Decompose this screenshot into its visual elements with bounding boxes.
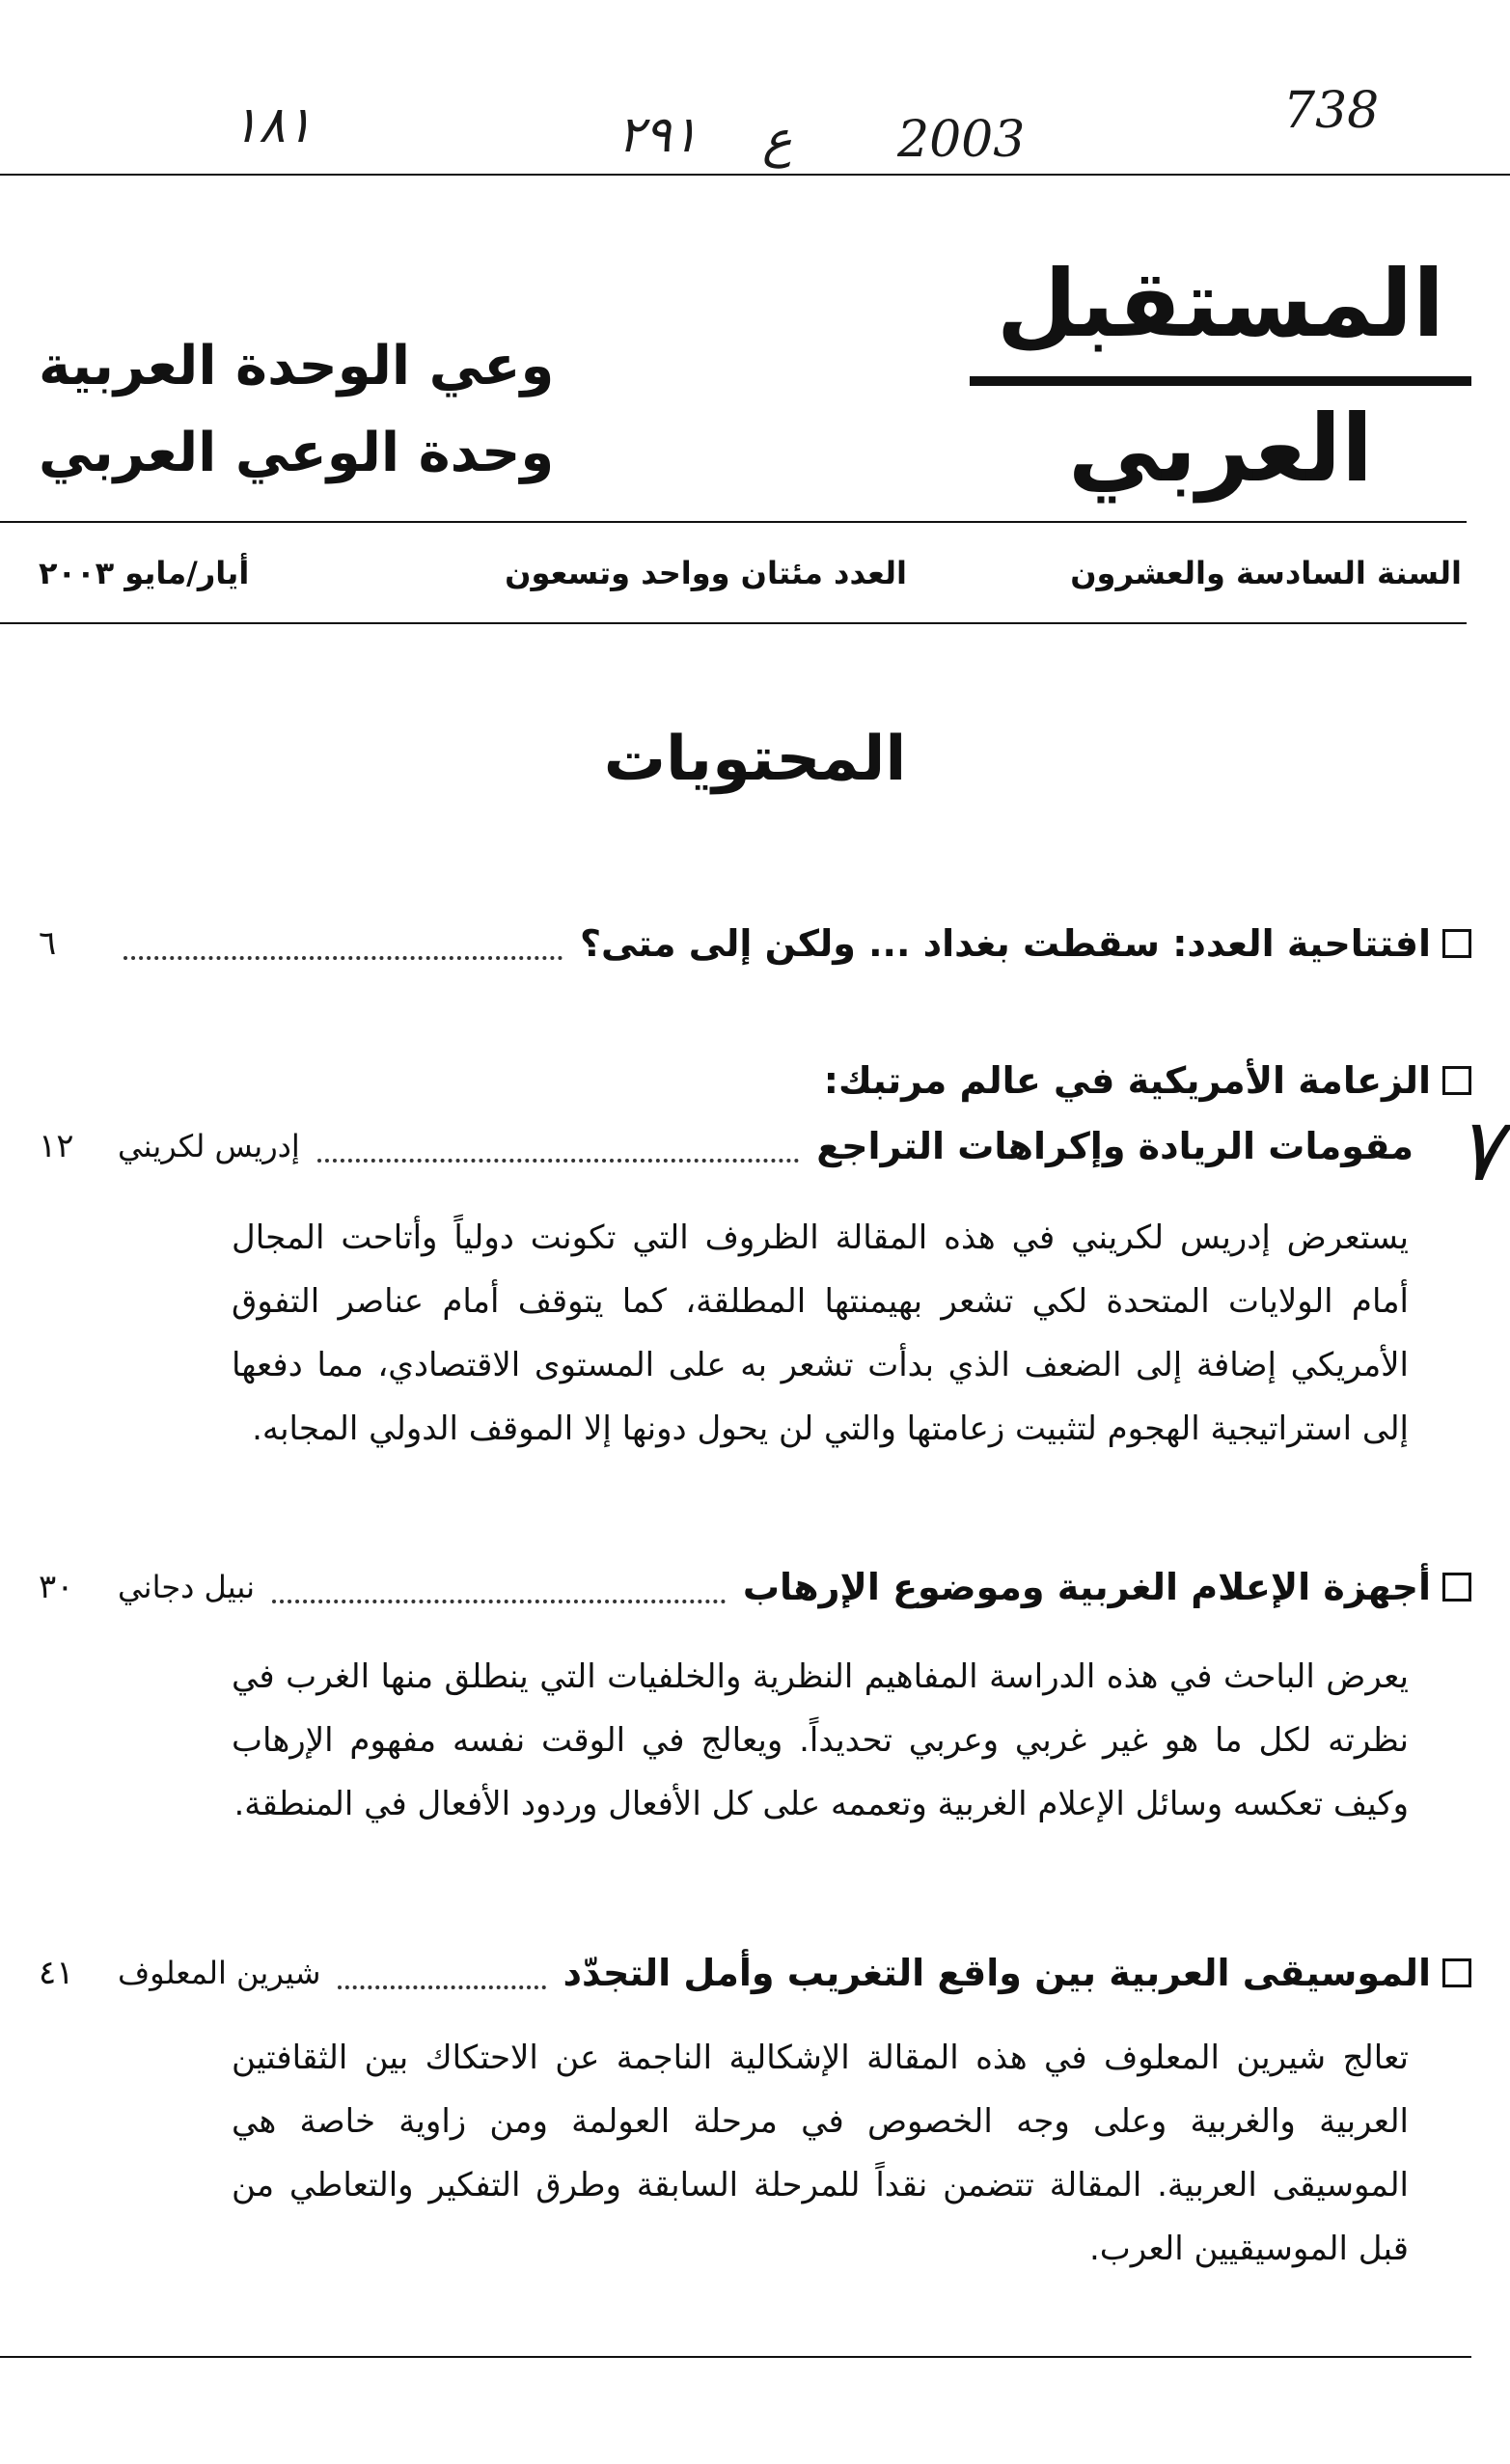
issue-date: أيار/مايو ٢٠٠٣ (39, 555, 250, 591)
entry-author: نبيل دجاني (118, 1569, 255, 1605)
contents-entry-article[interactable] (39, 1117, 1414, 1175)
entry-summary: يعرض الباحث في هذه الدراسة المفاهيم النظرية والخلفيات التي ينطلق منها الغرب في نظرته لكل ما هو غير غربي وعربي تحديداً. ويعالج في الوقت نفسه مفهوم الإرهاب وكيف تعكسه وسائل الإعلام الغربية وتعممه على كل الأفعال وردود الأفعال في المنطقة. (232, 1657, 1409, 1823)
entry-summary: يستعرض إدريس لكريني في هذه المقالة الظروف التي تكونت دولياً وأتاحت المجال أمام الولايات المتحدة لكي تشعر بهيمنتها المطلقة، كما يتوقف أمام عناصر التفوق الأمريكي إضافة إلى الضعف الذي بدأت تشعر به على المستوى الاقتصادي، مما دفعها إلى استراتيجية الهجوم لتثبيت زعامتها والتي لن يحول دونها إلا الموقف الدولي المجابه. (232, 1218, 1409, 1448)
handwritten-letter-mid: ع (762, 111, 793, 169)
contents-entry-article[interactable] (39, 1558, 1471, 1616)
entry-title: الزعامة الأمريكية في عالم مرتبك: (823, 1059, 1431, 1102)
checkbox-icon (1442, 1958, 1471, 1987)
entry-title: مقومات الريادة وإكراهات التراجع (816, 1125, 1414, 1167)
slogan-line-1: وعي الوحدة العربية (39, 335, 555, 397)
top-handwriting-line (0, 174, 1510, 176)
issue-bar-bottom-rule (0, 622, 1467, 624)
handwritten-margin-mark: ٧ (1455, 1100, 1502, 1201)
entry-author: إدريس لكريني (118, 1128, 300, 1164)
handwritten-number-right: 738 (1283, 82, 1380, 140)
contents-entry-editorial[interactable] (39, 915, 1471, 972)
entry-title: الموسيقى العربية بين واقع التغريب وأمل التجدّد (563, 1952, 1431, 1994)
dot-leader (124, 927, 563, 960)
contents-title: المحتويات (603, 724, 907, 795)
entry-author: شيرين المعلوف (118, 1955, 321, 1991)
entry-title: افتتاحية العدد: سقطت بغداد ... ولكن إلى متى؟ (579, 922, 1431, 965)
page-bottom-rule (0, 2356, 1471, 2358)
masthead-bottom-rule (0, 521, 1467, 523)
contents-entry-section-heading[interactable] (39, 1052, 1471, 1109)
entry-title: أجهزة الإعلام الغربية وموضوع الإرهاب (742, 1566, 1431, 1608)
dot-leader (272, 1571, 726, 1603)
entry-page-number: ٣٠ (39, 1568, 74, 1606)
entry-page-number: ٤١ (39, 1954, 74, 1992)
issue-number: العدد مئتان وواحد وتسعون (505, 555, 907, 591)
handwritten-number-left: ١٨١ (232, 96, 313, 154)
dot-leader (338, 1957, 545, 1989)
entry-page-number: ٦ (39, 924, 57, 963)
handwritten-number-mid: ٢٩١ (618, 106, 699, 164)
checkbox-icon (1442, 929, 1471, 958)
journal-logo: المستقبل العربي (970, 232, 1471, 386)
slogan-line-2: وحدة الوعي العربي (39, 422, 555, 484)
issue-year: السنة السادسة والعشرون (1070, 555, 1462, 591)
checkbox-icon (1442, 1573, 1471, 1602)
dot-leader (317, 1130, 799, 1163)
contents-entry-article[interactable] (39, 1944, 1471, 2002)
entry-page-number: ١٢ (39, 1127, 74, 1165)
entry-summary: تعالج شيرين المعلوف في هذه المقالة الإشكالية الناجمة عن الاحتكاك بين الثقافتين العربية والغربية وعلى وجه الخصوص في مرحلة العولمة ومن زاوية خاصة هي الموسيقى العربية. المقالة تتضمن نقداً للمرحلة السابقة وطرق التفكير والتعاطي من قبل الموسيقيين العرب. (232, 2039, 1409, 2268)
handwritten-year: 2003 (897, 111, 1026, 169)
checkbox-icon (1442, 1066, 1471, 1095)
